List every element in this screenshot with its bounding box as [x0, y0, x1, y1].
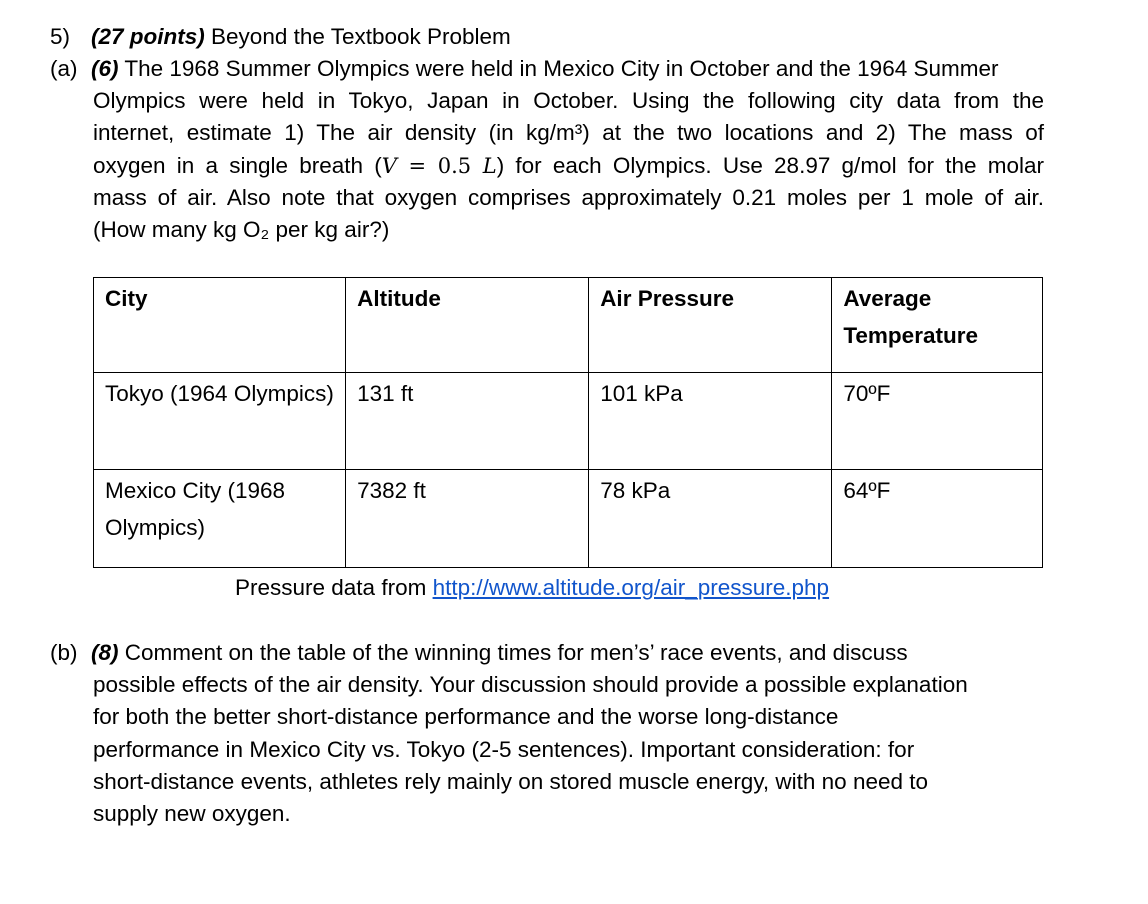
- cell-air-pressure: 101 kPa: [589, 373, 832, 470]
- part-a-line-4-pre: oxygen in a single breath (: [93, 152, 382, 178]
- header-altitude: Altitude: [346, 278, 589, 373]
- pressure-data-source: [235, 572, 829, 604]
- cell-air-pressure: 78 kPa: [589, 470, 832, 568]
- part-b-body: [93, 669, 1053, 830]
- part-a-label: (a): [50, 56, 78, 81]
- part-a-line-4-post: ) for each Olympics. Use 28.97 g/mol for the molar: [496, 152, 1044, 178]
- part-a-line-2: Olympics were held in Tokyo, Japan in October. Using the following city data from the: [93, 88, 1044, 113]
- part-b-line-2: possible effects of the air density. Your discussion should provide a possible explanation: [93, 672, 968, 697]
- city-data-table: [93, 277, 1043, 568]
- part-b-line-3: for both the better short-distance performance and the worse long-distance: [93, 704, 839, 730]
- math-v: V: [381, 153, 397, 178]
- part-a-line-4: [93, 150, 1044, 182]
- cell-average-temperature: 64ºF: [832, 470, 1043, 568]
- breath-volume-equation: [382, 154, 497, 178]
- part-b-line-6: supply new oxygen.: [93, 801, 291, 827]
- cell-average-temperature: 70ºF: [832, 373, 1043, 470]
- cell-city: Mexico City (1968 Olympics): [94, 470, 346, 568]
- table-row: [94, 373, 1043, 470]
- source-link[interactable]: http://www.altitude.org/air_pressure.php: [432, 575, 830, 600]
- part-b-first-line: [50, 637, 908, 669]
- source-prefix: Pressure data from: [235, 575, 433, 600]
- part-b-label: (b): [50, 640, 78, 665]
- part-a-first-line: [50, 53, 999, 85]
- header-air-pressure: Air Pressure: [589, 278, 832, 373]
- problem-number: 5): [50, 24, 71, 49]
- part-a-line-5: mass of air. Also note that oxygen comprises approximately 0.21 moles per 1 mole of air.: [93, 184, 1044, 210]
- math-l: L: [482, 153, 497, 178]
- part-b-line-1: Comment on the table of the winning times for men’s’ race events, and discuss: [124, 640, 908, 665]
- cell-altitude: 7382 ft: [346, 470, 589, 568]
- header-city: City: [94, 278, 346, 373]
- problem-heading: [50, 21, 511, 53]
- part-a-body: [93, 85, 1044, 246]
- math-eq: = 0.5: [396, 153, 483, 178]
- header-average-temperature: Average Temperature: [832, 278, 1043, 373]
- part-a-line-1: The 1968 Summer Olympics were held in Mexico City in October and the 1964 Summer: [124, 56, 999, 81]
- problem-title: Beyond the Textbook Problem: [211, 24, 511, 49]
- part-b-line-4: performance in Mexico City vs. Tokyo (2-5 sentences). Important consideration: for: [93, 736, 915, 762]
- part-b-line-5: short-distance events, athletes rely mainly on stored muscle energy, with no need to: [93, 768, 929, 794]
- cell-altitude: 131 ft: [346, 373, 589, 470]
- part-b-points: (8): [91, 640, 119, 665]
- table-header-row: [94, 278, 1043, 373]
- table-row: [94, 470, 1043, 568]
- part-a-line-6: (How many kg O₂ per kg air?): [93, 217, 390, 243]
- problem-points: (27 points): [91, 24, 205, 49]
- cell-city: Tokyo (1964 Olympics): [94, 373, 346, 470]
- part-a-points: (6): [91, 56, 119, 81]
- part-a-line-3: internet, estimate 1) The air density (in kg/m³) at the two locations and 2) The mass of: [93, 120, 1044, 146]
